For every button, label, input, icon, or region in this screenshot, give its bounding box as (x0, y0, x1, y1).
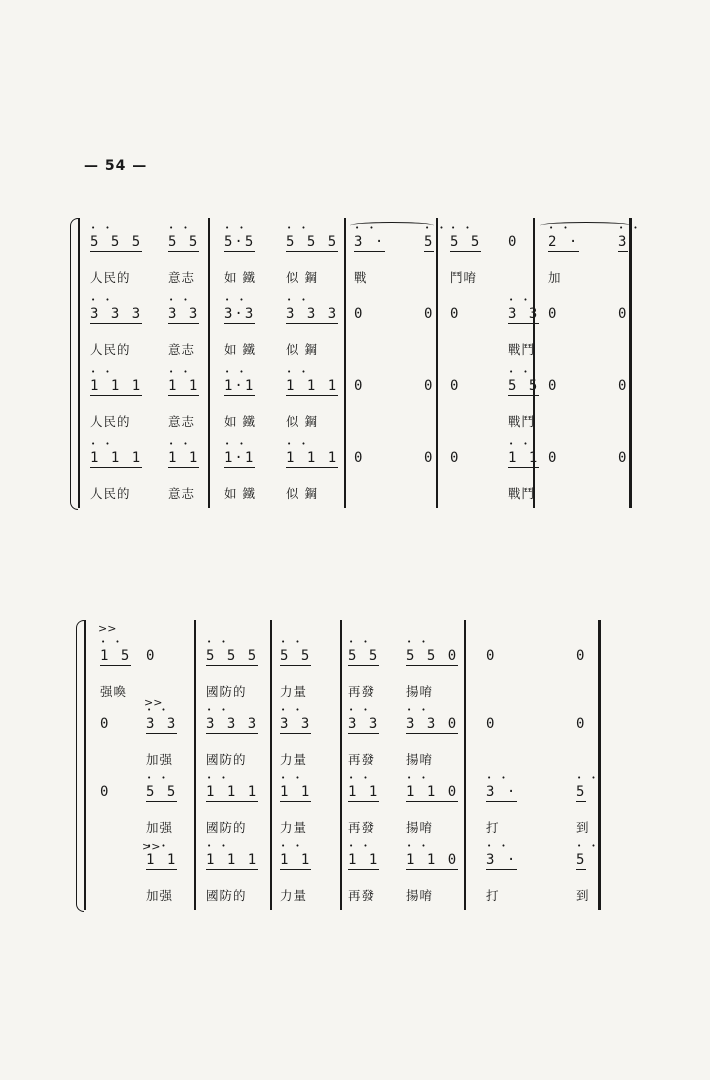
note-group: • • 1 1 (348, 852, 379, 870)
note-group: • • 1·1 (224, 378, 255, 396)
score-system-2 (84, 620, 604, 910)
note-group: • • 1 1 (280, 784, 311, 802)
lyric-text: 到 (576, 888, 590, 903)
lyric-text: 國防的 (206, 820, 247, 835)
note-group: 0 (548, 378, 559, 394)
note-group: 0 (618, 378, 629, 394)
lyric-text: 加 (548, 270, 562, 285)
bar-line (84, 620, 86, 910)
note-group: 0 (100, 716, 111, 732)
note-group: • • 1 1 1 (90, 378, 142, 396)
note-group: 0 (576, 716, 587, 732)
lyric-text: 打 (486, 820, 500, 835)
lyric-text: 再發 (348, 752, 376, 767)
note-group: • • 5 5 0 (406, 648, 458, 666)
lyric-text: 如 鐵 (224, 414, 256, 429)
lyric-text: 如 鐵 (224, 342, 256, 357)
bar-line (436, 218, 438, 508)
lyric-text: 人民的 (90, 342, 131, 357)
lyric-text: 加强 (146, 752, 174, 767)
note-group: • • 3 3 (146, 716, 177, 734)
bar-line (194, 620, 196, 910)
lyric-text: 戰鬥 (508, 486, 536, 501)
note-group: • • 3 3 (168, 306, 199, 324)
lyric-text: 戰鬥 (508, 342, 536, 357)
lyric-text: 到 (576, 820, 590, 835)
lyric-text: 似 鋼 (286, 270, 318, 285)
note-group: 0 (354, 450, 365, 466)
note-group: 0 (486, 716, 497, 732)
note-group: 0 (548, 450, 559, 466)
tie-slur (350, 222, 434, 229)
note-group: 0 (618, 306, 629, 322)
lyric-text: 意志 (168, 486, 196, 501)
note-group: • • 1 1 1 (206, 784, 258, 802)
note-group: • • 1 1 (168, 450, 199, 468)
note-group: • • 3 3 (508, 306, 539, 324)
lyric-text: 加强 (146, 820, 174, 835)
lyric-text: 國防的 (206, 888, 247, 903)
lyric-text: 似 鋼 (286, 342, 318, 357)
lyric-text: 揚唷 (406, 752, 434, 767)
accent-mark: >> (98, 622, 117, 635)
note-group: 0 (354, 306, 365, 322)
note-group: • • 3 3 (348, 716, 379, 734)
bar-line (598, 620, 601, 910)
lyric-text: 再發 (348, 684, 376, 699)
note-group: 0 (486, 648, 497, 664)
lyric-text: 似 鋼 (286, 414, 318, 429)
lyric-text: 國防的 (206, 684, 247, 699)
system-brace (70, 218, 78, 510)
lyric-text: 再發 (348, 820, 376, 835)
note-group: • • 5 5 5 (90, 234, 142, 252)
note-group: • • 5 5 (508, 378, 539, 396)
accent-mark: >> (144, 696, 163, 709)
note-group: • • 3 3 3 (206, 716, 258, 734)
lyric-text: 人民的 (90, 486, 131, 501)
note-group: 0 (354, 378, 365, 394)
note-group: • • 1 1 1 (286, 378, 338, 396)
lyric-text: 力量 (280, 684, 308, 699)
lyric-text: 人民的 (90, 414, 131, 429)
note-group: • • 1·1 (224, 450, 255, 468)
note-group: • • 5 5 (146, 784, 177, 802)
note-group: • • 3 3 3 (286, 306, 338, 324)
lyric-text: 如 鐵 (224, 270, 256, 285)
bar-line (340, 620, 342, 910)
note-group: 0 (618, 450, 629, 466)
note-group: • • 1 1 (168, 378, 199, 396)
note-group: • • 5 5 5 (286, 234, 338, 252)
note-group: • • 1 1 (508, 450, 539, 468)
note-group: • • 1 1 0 (406, 784, 458, 802)
note-group: 0 (576, 648, 587, 664)
note-group: • • 5·5 (224, 234, 255, 252)
note-group: • • 5 5 (280, 648, 311, 666)
lyric-text: 戰 (354, 270, 368, 285)
lyric-text: 如 鐵 (224, 486, 256, 501)
lyric-text: 再發 (348, 888, 376, 903)
bar-line (270, 620, 272, 910)
bar-line (344, 218, 346, 508)
note-group: 0 (508, 234, 519, 250)
lyric-text: 力量 (280, 752, 308, 767)
note-group: • • 1 1 (146, 852, 177, 870)
lyric-text: 鬥唷 (450, 270, 478, 285)
lyric-text: 打 (486, 888, 500, 903)
lyric-text: 意志 (168, 414, 196, 429)
bar-line (629, 218, 632, 508)
note-group: • • 3 · (486, 852, 517, 870)
note-group: • • 1 1 1 (286, 450, 338, 468)
note-group: • • 5 5 (450, 234, 481, 252)
note-group: • • 5 5 5 (206, 648, 258, 666)
note-group: • • 5 (576, 852, 586, 870)
lyric-text: 力量 (280, 888, 308, 903)
note-group: 0 (424, 378, 435, 394)
note-group: • • 3 3 0 (406, 716, 458, 734)
note-group: • • 1 1 (280, 852, 311, 870)
note-group: 0 (450, 306, 461, 322)
accent-mark: >> (142, 840, 161, 853)
lyric-text: 戰鬥 (508, 414, 536, 429)
note-group: • • 5 5 (168, 234, 199, 252)
note-group: 0 (146, 648, 157, 664)
note-group: • • 3·3 (224, 306, 255, 324)
note-group: 0 (548, 306, 559, 322)
note-group: 0 (424, 306, 435, 322)
note-group: • • 3 · (354, 234, 385, 252)
bar-line (464, 620, 466, 910)
note-group: • • 2 · (548, 234, 579, 252)
note-group: • • 5 (424, 234, 434, 252)
score-system-1 (78, 218, 640, 508)
tie-slur (540, 222, 632, 229)
note-group: • • 5 5 (348, 648, 379, 666)
note-group: • • 3 (618, 234, 628, 252)
lyric-text: 揚唷 (406, 820, 434, 835)
note-group: • • 3 3 (280, 716, 311, 734)
note-group: • • 1 5 (100, 648, 131, 666)
lyric-text: 力量 (280, 820, 308, 835)
note-group: • • 5 (576, 784, 586, 802)
bar-line (78, 218, 80, 508)
page-number: — 54 — (84, 158, 148, 174)
system-brace (76, 620, 84, 912)
note-group: 0 (424, 450, 435, 466)
lyric-text: 似 鋼 (286, 486, 318, 501)
lyric-text: 揚唷 (406, 888, 434, 903)
note-group: • • 3 3 3 (90, 306, 142, 324)
lyric-text: 人民的 (90, 270, 131, 285)
lyric-text: 强喚 (100, 684, 128, 699)
lyric-text: 揚唷 (406, 684, 434, 699)
note-group: 0 (450, 378, 461, 394)
lyric-text: 加强 (146, 888, 174, 903)
lyric-text: 意志 (168, 270, 196, 285)
note-group: • • 3 · (486, 784, 517, 802)
note-group: 0 (100, 784, 111, 800)
note-group: 0 (450, 450, 461, 466)
note-group: • • 1 1 (348, 784, 379, 802)
bar-line (208, 218, 210, 508)
note-group: • • 1 1 0 (406, 852, 458, 870)
lyric-text: 意志 (168, 342, 196, 357)
note-group: • • 1 1 1 (206, 852, 258, 870)
note-group: • • 1 1 1 (90, 450, 142, 468)
lyric-text: 國防的 (206, 752, 247, 767)
